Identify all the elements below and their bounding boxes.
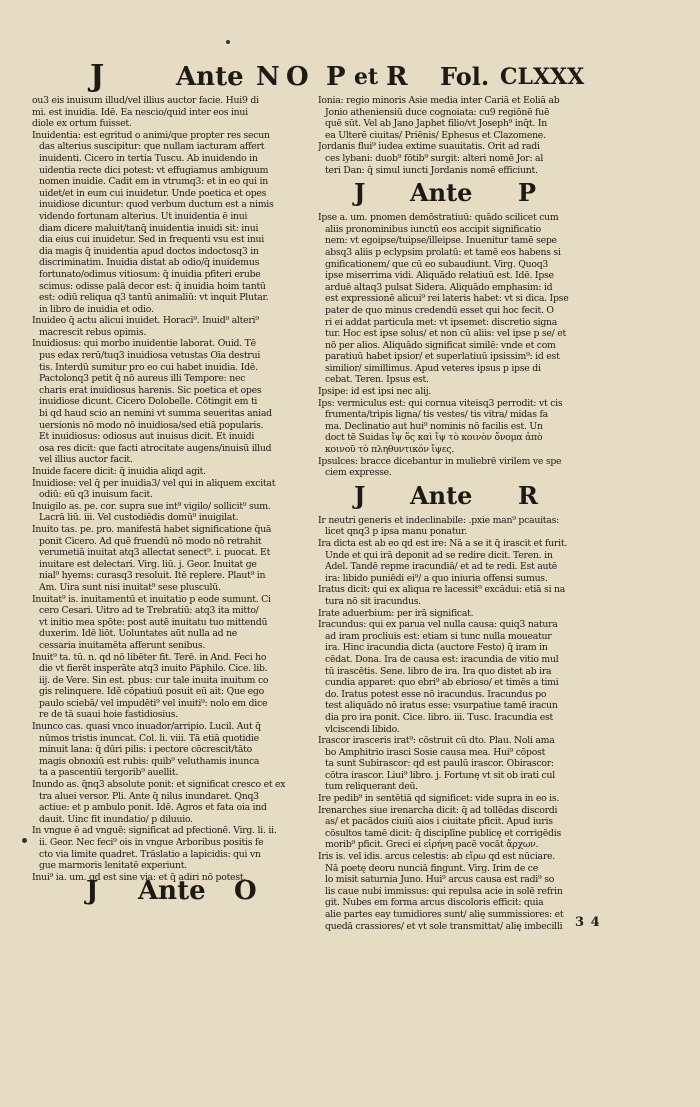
text-line: odiū: eū q3 inuisum facit. — [39, 489, 153, 501]
text-line: cebat. Teren. Ipsus est. — [325, 374, 429, 386]
text-line: gue marmoris lenitatē experiunt. — [39, 860, 187, 872]
text-line: Inui⁹ ia. um. qd est sine via: et q̄ adiri nō potest. — [32, 871, 247, 883]
text-line: dia magis q̄ inuidentia apud doctos indoctosq3 in — [39, 245, 259, 257]
section-heading-r — [318, 481, 604, 511]
text-line: bi qd haud scio an nemini vt summa seueritas aniad — [39, 408, 272, 420]
text-line: ira: libido puniēdi ei⁹/ a quo iniuria offensi sumus. — [325, 572, 548, 584]
text-line: Inuit⁹ ta. tū. n. qd nō libēter fit. Terē. in And. Feci ho — [32, 651, 267, 663]
text-line: Iracundus: qui ex parua vel nulla causa: quiq3 natura — [318, 619, 558, 631]
text-line: cundia apparet: quo ebri⁹ ab ebrioso/ et timēs a timi — [325, 677, 559, 689]
running-header — [36, 60, 618, 94]
text-line: macrescit rebus opimis. — [39, 326, 147, 338]
text-line: Nā poetę deoru nunciā fingunt. Virg. Irim de ce — [325, 862, 538, 874]
text-line: paratiuū habet ipsior/ et superlatiuū ipsissim⁹: id est — [325, 351, 560, 363]
text-line: similior/ simillimus. Apud veteres ipsus p ipse di — [325, 362, 541, 374]
entries-ante-o — [318, 95, 604, 176]
text-line: nō per alios. Aliquādo significat similē: vnde et com — [325, 339, 556, 351]
text-line: Ipsipe: id est ipsi nec alij. — [318, 386, 432, 398]
header-letter-o: O — [286, 62, 309, 92]
text-line: das alterius suscipitur: que nullam iacturam affert — [39, 141, 265, 153]
text-line: Adel. Tandē repme iracundiā/ et ad te redi. Est autē — [325, 561, 557, 573]
text-line: quē sūt. Vel ab Jano Japhet filio/vt Joseph⁹ inq̄t. In — [325, 118, 547, 130]
page-number: 3 4 — [575, 915, 601, 930]
text-line: Ipse a. um. pnomen demōstratiuū: quādo scilicet cum — [318, 212, 559, 224]
text-line: cto via limite quadret. Trāslatio a lapicidis: qui vn — [39, 848, 261, 860]
text-line: Lacrā liū. iii. Vel custodiēdis domū⁹ inuigilat. — [39, 512, 239, 524]
text-line: est expressionē alicui⁹ rei lateris habet: vt si dica. Ipse — [325, 293, 569, 305]
text-line: ipse miserrima vidi. Aliquādo relatiuū est. Idē. Ipse — [325, 270, 554, 282]
header-letter-p: P — [326, 62, 346, 92]
header-letter-r: R — [386, 62, 408, 92]
header-word: Ante — [176, 62, 244, 92]
text-line: doct tē Suidas ἴψ ὅς καὶ ἴψ τὸ κοινὸν ὄνομα ἀπὸ — [325, 432, 543, 444]
text-line: inuidiose dicuntur: quod verbum ductum est a nimis — [39, 199, 274, 211]
section-p-word: Ante — [410, 178, 473, 208]
text-line: iij. de Vere. Sin est. pbus: cur tale inuita inuitum co — [39, 674, 269, 686]
text-line: ponit Cicero. Ad quē fruendū nō modo nō retrahit — [39, 535, 262, 547]
text-line: Irenarches siue irenarcha dicit: q̄ ad tollēdas discordi — [318, 804, 558, 816]
text-line: vel illius auctor facit. — [39, 454, 133, 466]
section-p-initial: J — [354, 178, 366, 208]
text-line: lo misit saturnia Juno. Hui⁹ arcus causa est radi⁹ so — [325, 874, 555, 886]
text-line: Ira dicta est ab eo qd est ire: Nā a se it q̄ irascit et furit. — [318, 538, 568, 549]
text-line: uersionis nō modo nō inuidiosa/sed etiā popularis. — [39, 419, 264, 431]
text-line: Inunco cas. quasi vnco inuador/arripio. Lucil. Aut q̄ — [32, 721, 261, 733]
section-r-initial: J — [354, 480, 366, 510]
text-line: diam dicere maluit/tanq̄ inuidentia inuidi sit: inui — [39, 222, 259, 234]
text-line: tra aluei versor. Pli. Ante q̄ nilus inundaret. Qnq3 — [39, 790, 259, 802]
text-line: ri ei addat particula met: vt ipsemet: discretio signa — [325, 316, 558, 328]
text-line: charis erat inuidiosus harenis. Sic poetica et opes — [39, 384, 262, 396]
text-line: Inuidentia: est egritud o animi/que propter res secun — [32, 129, 270, 141]
text-line: dauit. Uinc fit inundatio/ p diluuio. — [39, 813, 193, 825]
text-line: arduē altaq3 pulsat Sidera. Aliquādo emphasim: id — [325, 281, 553, 293]
text-line: pater de quo minus credendū esset qui hoc fecit. O — [325, 304, 554, 316]
text-line: Inuidiose: vel q̄ per inuidia3/ vel qui in aliquem excitat — [32, 477, 276, 489]
text-line: magis obnoxiū est rubis: quib⁹ veluthamis inunca — [39, 755, 260, 767]
text-line: Ionia: regio minoris Asie media inter Cariā et Eoliā ab — [318, 95, 560, 106]
text-line: bo Amphitrio irasci Sosie causa mea. Hui⁹ cōpost — [325, 746, 546, 758]
text-line: quedā crassiores/ et vt sole transmittat/ alię imbecilli — [325, 920, 563, 932]
text-line: gnificationem/ que cū eo subaudiunt. Virg. Quoq3 — [325, 258, 549, 270]
text-line: Inundo as. q̄nq3 absolute ponit: et significat cresco et ex — [32, 779, 286, 791]
text-line: tura nō sit iracundus. — [325, 595, 421, 607]
text-line: videndo fortunam alterius. Ut inuidentia ē inui — [39, 210, 248, 222]
text-line: osa res dicit: que facti atrocitate augens/inuisū illud — [39, 442, 272, 454]
text-line: duxerim. Idē liōt. Uoluntates aūt nulla ad ne — [39, 628, 238, 640]
text-line: cōsultos tamē dicit: q̄ disciplīne publicę et corrigēdis — [325, 827, 561, 839]
entries-ante-r — [318, 515, 604, 932]
text-line: Inuito tas. pe. pro. manifestā habet significatione q̄uā — [32, 523, 272, 535]
text-line: verumetiā inuitat atq3 allectat senect⁹. i. puocat. Et — [39, 547, 271, 559]
text-line: paulo sciebā/ vel impudēti⁹ vel inuiti⁹: nolo em dice — [39, 697, 268, 709]
text-line: tū irascētis. Sene. libro de ira. Ira quo distet ab ira — [325, 665, 552, 677]
text-line: In vngue ē ad vnguē: significat ad pfectionē. Virg. li. ii. — [32, 825, 277, 837]
margin-mark — [22, 838, 27, 843]
text-line: ciem expresse. — [325, 467, 392, 479]
header-letter-n: N — [256, 62, 280, 92]
text-line: mi. est inuidia. Idē. Ea nescio/quid inter eos inui — [32, 106, 248, 118]
text-line: cēdat. Dona. Ira de causa est: iracundia de vitio mul — [325, 653, 559, 665]
text-line: ces lybani: duob⁹ fōtib⁹ surgit: alteri nomē Jor: al — [325, 152, 544, 164]
header-initial: J — [90, 59, 105, 94]
text-line: κοινοῦ τὸ πληθυντικόν ἴψες. — [325, 444, 455, 456]
text-line: frumenta/tripis ligna/ tis vestes/ tis vitra/ midas fa — [325, 409, 548, 421]
text-line: Iris is. vel idis. arcus celestis: ab εἴρω qd est nūciare. — [318, 851, 555, 863]
text-line: Ire pedib⁹ in sentētiā qd significet: vide supra in eo is. — [318, 793, 560, 805]
text-line: Pactolonq3 petit q̄ nō aureus illi Tempore: nec — [39, 373, 246, 385]
catchword-heading — [76, 874, 296, 908]
text-line: Inuideo q̄ actu alicui inuidet. Horaci⁹. Inuid⁹ alteri⁹ — [32, 315, 259, 327]
text-line: as/ et pacādos ciuiū aios i ciuitate pficit. Apud iuris — [325, 816, 553, 828]
text-line: Et inuidiosus: odiosus aut inuisus dicit. Et inuidi — [39, 431, 255, 443]
text-line: git. Nubes em forma arcus discoloris efficit: quia — [325, 897, 544, 909]
text-line: dia pro ira ponit. Cice. libro. iii. Tusc. Iracundia est — [325, 711, 554, 723]
text-line: ad iram procliuis est: etiam si tunc nulla moueatur — [325, 630, 552, 642]
text-line: ta sunt Subirascor: qd est paulū irascor. Obirascor: — [325, 758, 554, 770]
text-line: Inuitat⁹ is. inuitamentū et inuitatio p eode sumunt. Ci — [32, 593, 271, 605]
section-r-word: Ante — [410, 480, 473, 510]
text-line: re de tā suaui hoie fastidiosius. — [39, 709, 178, 721]
text-line: nial⁹ hyems: curasq3 resoluit. Itē replere. Plaut⁹ in — [39, 570, 266, 582]
text-line: Iratus dicit: qui ex aliqua re lacessit⁹ excādui: etiā si na — [318, 584, 566, 596]
section-heading-p — [318, 178, 604, 208]
footer-initial: J — [86, 876, 99, 906]
text-line: gis relinquere. Idē cōpatiuū posuit eū ait: Que ego — [39, 686, 264, 698]
text-line: test aliquādo nō iratus esse: vsurpatiue tamē iracun — [325, 700, 558, 712]
text-line: Unde et qui irā deponit ad se redire dicit. Teren. in — [325, 549, 553, 561]
text-line: scimus: odisse palā decor est: q̄ inuidia hoim tantū — [39, 280, 266, 292]
text-line: inuidiose dicunt. Cicero Dolobelle. Cōtingit em ti — [39, 396, 258, 408]
text-line: ii. Geor. Nec feci⁹ ois in vngue Arboribus positis fe — [39, 837, 264, 848]
ink-dot — [226, 40, 230, 44]
text-line: Ips: vermiculus est: qui cornua viteisq3 perrodit: vt cis — [318, 397, 563, 409]
text-line: tum reliquerant deū. — [325, 781, 418, 793]
text-line: ta a pascentiū tergorib⁹ auellit. — [39, 767, 179, 779]
text-line: cōtra irascor. Liui⁹ libro. j. Fortunę vt sit ob irati cul — [325, 769, 555, 781]
text-line: nem: vt egoipse/tuipse/illeipse. Inuenitur tamē sepe — [325, 235, 557, 247]
text-line: minuit lana: q̄ dūri pilis: i pectore cōcrescit/tāto — [39, 744, 252, 756]
text-line: Jordanis flui⁹ iudea extime suauitatis. Orit ad radi — [318, 141, 540, 153]
text-line: absq3 aliis p eclypsim prolatū: et tamē eos habens si — [325, 246, 561, 258]
right-column — [318, 95, 604, 932]
section-p-letter: P — [518, 178, 537, 208]
text-line: diole ex ortum fuisset. — [32, 118, 132, 130]
text-line: die vt fierēt insperāte atq3 inuito Pāphilo. Cice. lib. — [39, 663, 268, 675]
text-line: pus edax rerū/tuq3 inuidiosa vetustas Oīa destrui — [39, 350, 261, 362]
text-line: cessaria inuitamēta afferunt senibus. — [39, 639, 206, 651]
text-line: uidet/et in eum cui inuidetur. Unde poetica et opes — [39, 187, 267, 199]
section-r-letter: R — [518, 480, 538, 510]
text-line: aliis pronominibus iunctū eos accipit significatio — [325, 223, 542, 235]
text-line: Jonio atheniensiū duce cognoiata: cu9 regiōnē fuē — [325, 106, 550, 118]
text-line: do. Iratus potest esse nō iracundus. Iracundus po — [325, 688, 547, 700]
text-line: actiue: et p ambulo ponit. Idē. Agros et fata oia ind — [39, 802, 267, 814]
text-line: ira. Hinc iracundia dicta (auctore Festo) q̄ iram in — [325, 642, 548, 654]
text-line: vlciscendi libido. — [325, 723, 400, 735]
text-line: nūmos tristis inuncat. Col. li. viii. Tā etiā quotidie — [39, 732, 259, 744]
text-line: teri Dan: q̄ simul iuncti Jordanis nomē efficiunt. — [325, 164, 538, 176]
text-line: tur. Hoc est ipse solus/ et non cū aliis: vel ipse p se/ et — [325, 328, 567, 340]
text-line: Inuidiosus: qui morbo inuidentie laborat. Ouid. Tē — [32, 338, 256, 350]
text-line: uidentia recte dici potest: vt effugiamus ambiguum — [39, 164, 269, 176]
text-line: est: odiū reliqua q3 tantū animaliū: vt inquit Plutar. — [39, 292, 269, 304]
text-line: Inuigilo as. pe. cor. supra sue int⁹ vigilo/ sollicit⁹ sum. — [32, 500, 271, 512]
text-line: licet qnq3 p ipsa manu ponatur. — [325, 526, 467, 538]
left-column — [32, 95, 304, 883]
text-line: Irascor irasceris irat⁹: cōstruit cū dto. Plau. Noli ama — [318, 735, 555, 747]
text-line: lis caue nubi immissus: qui repulsa acie in solē refrin — [325, 885, 563, 897]
text-line: alie partes eay tumidiores sunt/ alię summissiores: et — [325, 909, 564, 920]
text-line: discriminatim. Inuidia distat ab odio/q̄ inuidemus — [39, 257, 260, 269]
text-line: dia eius cui inuidetur. Sed in frequenti vsu est inui — [39, 234, 264, 246]
text-line: vt initio mea spōte: post autē inuitatu tuo mittendū — [39, 616, 268, 628]
text-line: ou3 eis inuisum illud/vel illius auctor facie. Hui9 di — [32, 95, 259, 106]
text-line: Irate aduerbium: per irā significat. — [318, 607, 474, 619]
header-et: et — [354, 64, 379, 90]
text-line: in libro de inuidia et odio. — [39, 303, 154, 315]
text-line: Am. Uira sunt nisi inuitat⁹ sese plusculū. — [39, 581, 221, 593]
text-line: fortunato/odimus vitiosum: q̄ inuidia pfiteri erube — [39, 268, 261, 280]
text-line: ma. Declinatio aut hui⁹ nominis nō facilis est. Un — [325, 420, 543, 432]
text-line: inuitare est delectari. Virg. liū. j. Geor. Inuitat ge — [39, 558, 257, 570]
footer-letter: O — [234, 876, 257, 906]
entries-ante-p — [318, 212, 604, 479]
text-line: Ir neutri generis et indeclinabile: .pxie man⁹ pcauitas: — [318, 514, 559, 526]
footer-word: Ante — [138, 876, 206, 906]
text-line: Ipsulces: bracce dicebantur in muliebrē virilem ve spe — [318, 455, 562, 467]
text-line: ea Ulterē ciuitas/ Priēnis/ Ephesus et Clazomene. — [325, 129, 546, 141]
text-line: morib⁹ pficit. Greci ei εἰρήνη pacē vocāt ἄρχων. — [325, 839, 539, 851]
text-line: inuidenti. Cicero in tertia Tuscu. Ab inuidendo in — [39, 152, 258, 164]
text-line: cero Cesari. Uitro ad te Trebratiū: atq3 ita mitto/ — [39, 605, 259, 617]
folio-number: CLXXX — [500, 64, 585, 90]
text-line: tis. Interdū sumitur pro eo cui habet inuidia. Idē. — [39, 361, 258, 373]
header-folio: Fol. — [440, 62, 490, 91]
text-line: Inuide facere dicit: q̄ inuidia aliqd agit. — [32, 466, 206, 477]
text-line: nomen inuidie. Cadit em in vtrumq3: et in eo qui in — [39, 176, 268, 188]
